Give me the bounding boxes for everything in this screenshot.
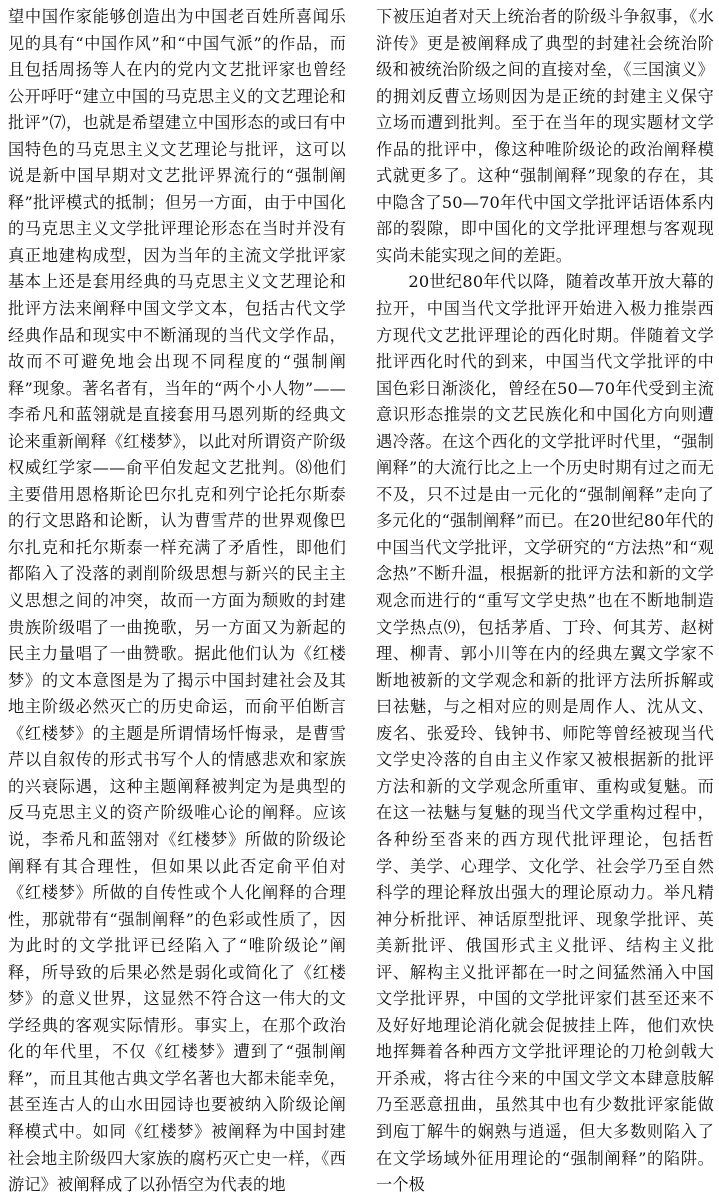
right-column bbox=[376, 4, 714, 1199]
paragraph: 20世纪80年代以降，随着改革开放大幕的拉开，中国当代文学批评开始进入极力推崇西方现代文艺批评理论的西化时期。伴随着文学批评西化时代的到来，中国当代文学批评的中国色彩日渐淡化，曾经在50—70年代受到主流意识形态推崇的文艺民族化和中国化方向则遭遇冷落。在这个西化的文学批评时代里，“强制阐释”的大流行比之上一个历史时期有过之而无不及，只不过是由一元化的“强制阐释”走向了多元化的“强制阐释”而已。在20世纪80年代的中国当代文学批评，文学研究的“方法热”和“观念热”不断升温，根据新的批评方法和新的文学观念而进行的“重写文学史热”也在不断地制造文学热点⑼，包括茅盾、丁玲、何其芳、赵树理、柳青、郭小川等在内的经典左翼文学家不断地被新的文学观念和新的批评方法所拆解或曰祛魅，与之相对应的则是周作人、沈从文、废名、张爱玲、钱钟书、师陀等曾经被现当代文学史冷落的自由主义作家又被根据新的批评方法和新的文学观念所重审、重构或复魅。而在这一祛魅与复魅的现当代文学重构过程中，各种纷至沓来的西方现代批评理论，包括哲学、美学、心理学、文化学、社会学乃至自然科学的理论释放出强大的理论原动力。举凡精神分析批评、神话原型批评、现象学批评、英美新批评、俄国形式主义批评、结构主义批评、解构主义批评都在一时之间猛然涌入中国文学批评界，中国的文学批评家们甚至还来不及好好地理论消化就会促披挂上阵，他们欢快地挥舞着各种西方文学批评理论的刀枪剑戟大开杀戒，将古往今来的中国文学文本肆意肢解乃至恶意扭曲，虽然其中也有少数批评家能做到庖丁解牛的娴熟与逍遥，但大多数则陷入了在文学场域外征用理论的“强制阐释”的陷阱。一个极 bbox=[376, 272, 714, 1195]
paragraph: 下被压迫者对天上统治者的阶级斗争叙事，《水浒传》更是被阐释成了典型的封建社会统治阶级和被统治阶级之间的直接对垒，《三国演义》的拥刘反曹立场则因为是正统的封建主义保守立场而遭到批判。至于在当年的现实题材文学作品的批评中，像这种唯阶级论的政治阐释模式就更多了。这种“强制阐释”现象的存在，其中隐含了50—70年代中国文学批评话语体系内部的裂隙，即中国化的文学批评理想与客观现实尚未能实现之间的差距。 bbox=[376, 7, 714, 265]
paragraph: 望中国作家能够创造出为中国老百姓所喜闻乐见的具有“中国作风”和“中国气派”的作品，而且包括周扬等人在内的党内文艺批评家也曾经公开呼吁“建立中国的马克思主义的文艺理论和批评”⑺，也就是希望建立中国形态的或曰有中国特色的马克思主义文艺理论与批评，这可以说是新中国早期对文艺批评界流行的“强制阐释”批评模式的抵制；但另一方面，由于中国化的马克思主义文学批评理论形态在当时并没有真正地建构成型，因为当年的主流文学批评家基本上还是套用经典的马克思主义文艺理论和批评方法来阐释中国文学文本，包括古代文学经典作品和现实中不断涌现的当代文学作品，故而不可避免地会出现不同程度的“强制阐释”现象。著名者有，当年的“两个小人物”——李希凡和蓝翎就是直接套用马恩列斯的经典文论来重新阐释《红楼梦》，以此对所谓资产阶级权威红学家——俞平伯发起文艺批判。⑻他们主要借用恩格斯论巴尔扎克和列宁论托尔斯泰的行文思路和论断，认为曹雪芹的世界观像巴尔扎克和托尔斯泰一样充满了矛盾性，即他们都陷入了没落的剥削阶级思想与新兴的民主主义思想之间的冲突，故而一方面为颓败的封建贵族阶级唱了一曲挽歌，另一方面又为新起的民主力量唱了一曲赞歌。据此他们认为《红楼梦》的文本意图是为了揭示中国封建社会及其地主阶级必然灭亡的历史命运，而俞平伯断言《红楼梦》的主题是所谓情场忏悔录，是曹雪芹以自叙传的形式书写个人的情感悲欢和家族的兴衰际遇，这种主题阐释被判定为是典型的反马克思主义的资产阶级唯心论的阐释。应该说，李希凡和蓝翎对《红楼梦》所做的阶级论阐释有其合理性，但如果以此否定俞平伯对《红楼梦》所做的自传性或个人化阐释的合理性，那就带有“强制阐释”的色彩或性质了，因为此时的文学批评已经陷入了“唯阶级论”阐释，所导致的后果必然是弱化或简化了《红楼梦》的意义世界，这显然不符合这一伟大的文学经典的客观实际情形。事实上，在那个政治化的年代里，不仅《红楼梦》遭到了“强制阐释”，而且其他古典文学名著也大都未能幸免，甚至连古人的山水田园诗也要被纳入阶级论阐释模式中。如同《红楼梦》被阐释为中国封建社会地主阶级四大家族的腐朽灭亡史一样，《西游记》被阐释成了以孙悟空为代表的地 bbox=[8, 7, 346, 1195]
left-column bbox=[8, 4, 346, 1199]
